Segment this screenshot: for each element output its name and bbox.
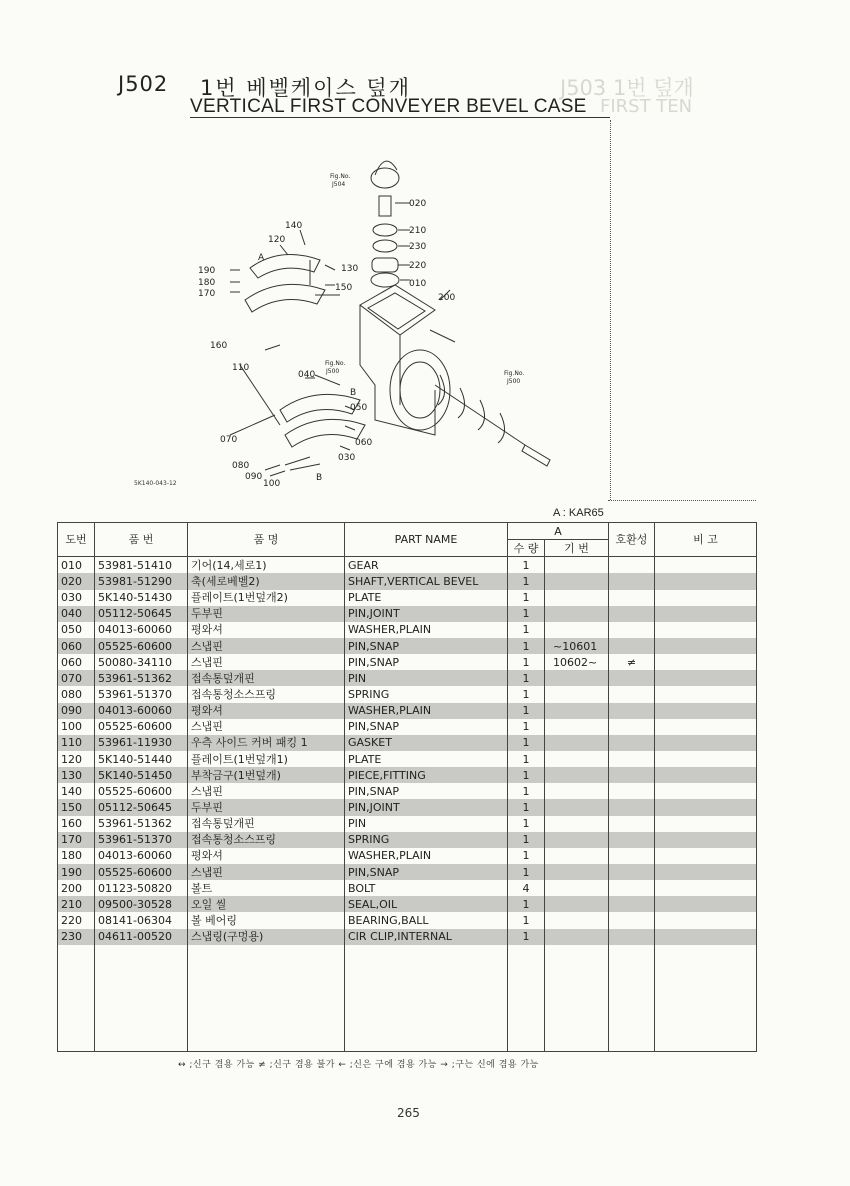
ref-no-cell: 080 xyxy=(58,686,95,702)
section-divider-horizontal xyxy=(608,500,756,501)
interchange-cell xyxy=(609,832,655,848)
remarks-cell xyxy=(655,912,757,928)
header-part-no: 품 번 xyxy=(95,523,188,557)
bleed-through-sub: FIRST TEN xyxy=(600,96,693,117)
part-number-cell: 5K140-51440 xyxy=(95,751,188,767)
interchange-cell xyxy=(609,880,655,896)
part-name-kr-cell: 축(세로베벨2) xyxy=(188,573,345,589)
machine-no-cell xyxy=(545,864,609,880)
remarks-cell xyxy=(655,686,757,702)
table-row xyxy=(58,622,757,638)
ref-no-cell: 130 xyxy=(58,767,95,783)
machine-no-cell xyxy=(545,670,609,686)
diagram-label-230: 230 xyxy=(409,242,427,252)
part-name-kr-cell: 부착금구(1번덮개) xyxy=(188,767,345,783)
part-name-kr-cell: 두부핀 xyxy=(188,799,345,815)
ref-no-cell: 030 xyxy=(58,590,95,606)
remarks-cell xyxy=(655,929,757,945)
fig-ref-j500-b: Fig.No. xyxy=(504,370,525,377)
header-machine-no: 기 번 xyxy=(545,540,609,557)
part-number-cell: 5K140-51430 xyxy=(95,590,188,606)
ref-no-cell: 190 xyxy=(58,864,95,880)
part-number-cell: 50080-34110 xyxy=(95,654,188,670)
part-name-cell: SPRING xyxy=(345,832,508,848)
diagram-label-010: 010 xyxy=(409,279,427,289)
interchange-cell xyxy=(609,719,655,735)
header-remarks: 비 고 xyxy=(655,523,757,557)
interchange-cell xyxy=(609,816,655,832)
interchange-cell xyxy=(609,912,655,928)
remarks-cell xyxy=(655,816,757,832)
quantity-cell: 1 xyxy=(508,848,545,864)
svg-text:J504: J504 xyxy=(332,181,346,188)
fig-ref-j504: Fig.No. xyxy=(330,173,351,180)
blank-cell xyxy=(95,945,188,1052)
blank-cell xyxy=(655,945,757,1052)
part-name-kr-cell: 스냅핀 xyxy=(188,783,345,799)
part-name-cell: BEARING,BALL xyxy=(345,912,508,928)
quantity-cell: 1 xyxy=(508,606,545,622)
interchange-cell xyxy=(609,557,655,574)
ref-no-cell: 160 xyxy=(58,816,95,832)
interchange-cell xyxy=(609,767,655,783)
interchange-cell xyxy=(609,896,655,912)
diagram-label-b2: B xyxy=(316,473,323,483)
bleed-through-header: J503 1번 덮개 xyxy=(560,76,694,100)
part-name-kr-cell: 플레이트(1번덮개2) xyxy=(188,590,345,606)
part-name-cell: PIN,SNAP xyxy=(345,864,508,880)
part-name-cell: PIECE,FITTING xyxy=(345,767,508,783)
part-name-kr-cell: 오일 씰 xyxy=(188,896,345,912)
part-name-cell: SEAL,OIL xyxy=(345,896,508,912)
fig-ref-j500: Fig.No. xyxy=(325,360,346,367)
diagram-label-040: 040 xyxy=(298,370,316,380)
part-name-kr-cell: 스냅링(구멍용) xyxy=(188,929,345,945)
remarks-cell xyxy=(655,638,757,654)
part-name-kr-cell: 스냅핀 xyxy=(188,654,345,670)
table-row xyxy=(58,799,757,815)
machine-no-cell: ~10601 xyxy=(545,638,609,654)
blank-cell xyxy=(508,945,545,1052)
diagram-label-110: 110 xyxy=(232,363,250,373)
part-name-kr-cell: 평와셔 xyxy=(188,622,345,638)
diagram-label-100: 100 xyxy=(263,479,281,489)
part-name-cell: BOLT xyxy=(345,880,508,896)
part-name-cell: PIN,JOINT xyxy=(345,799,508,815)
table-row xyxy=(58,783,757,799)
remarks-cell xyxy=(655,848,757,864)
header-interchange: 호환성 xyxy=(609,523,655,557)
table-row xyxy=(58,864,757,880)
remarks-cell xyxy=(655,735,757,751)
exploded-parts-diagram xyxy=(120,120,570,495)
diagram-label-140: 140 xyxy=(285,221,303,231)
page-title: VERTICAL FIRST CONVEYER BEVEL CASE xyxy=(190,96,587,117)
machine-no-cell xyxy=(545,848,609,864)
interchange-cell: ≠ xyxy=(609,654,655,670)
ref-no-cell: 180 xyxy=(58,848,95,864)
machine-no-cell xyxy=(545,703,609,719)
machine-no-cell xyxy=(545,735,609,751)
remarks-cell xyxy=(655,719,757,735)
diagram-label-190: 190 xyxy=(198,266,216,276)
compatibility-legend: ↔ ;신구 겸용 가능 ≠ ;신구 겸용 불가 ← ;신은 구에 겸용 가능 → ;구는 신에 겸용 가능 xyxy=(178,1060,539,1070)
part-number-cell: 05525-60600 xyxy=(95,783,188,799)
interchange-cell xyxy=(609,638,655,654)
quantity-cell: 1 xyxy=(508,719,545,735)
quantity-cell: 1 xyxy=(508,799,545,815)
shaft-part xyxy=(379,196,391,216)
machine-no-cell xyxy=(545,573,609,589)
table-row xyxy=(58,719,757,735)
table-row xyxy=(58,912,757,928)
machine-no-cell xyxy=(545,590,609,606)
quantity-cell: 1 xyxy=(508,735,545,751)
part-name-cell: PIN,SNAP xyxy=(345,638,508,654)
diagram-label-020: 020 xyxy=(409,199,427,209)
bearing-part xyxy=(372,258,398,272)
diagram-label-120: 120 xyxy=(268,235,286,245)
blank-cell xyxy=(609,945,655,1052)
part-number-cell: 53961-51362 xyxy=(95,670,188,686)
diagram-label-170: 170 xyxy=(198,289,216,299)
part-name-cell: WASHER,PLAIN xyxy=(345,703,508,719)
ref-no-cell: 060 xyxy=(58,638,95,654)
part-name-kr-cell: 접속통덮개핀 xyxy=(188,670,345,686)
ref-no-cell: 020 xyxy=(58,573,95,589)
table-row xyxy=(58,590,757,606)
part-name-cell: SHAFT,VERTICAL BEVEL xyxy=(345,573,508,589)
header-group-a: A xyxy=(508,523,609,540)
quantity-cell: 1 xyxy=(508,929,545,945)
section-divider xyxy=(610,120,611,500)
quantity-cell: 1 xyxy=(508,573,545,589)
machine-no-cell xyxy=(545,896,609,912)
part-name-kr-cell: 스냅핀 xyxy=(188,638,345,654)
part-name-cell: CIR CLIP,INTERNAL xyxy=(345,929,508,945)
remarks-cell xyxy=(655,832,757,848)
part-number-cell: 04013-60060 xyxy=(95,703,188,719)
machine-no-cell xyxy=(545,929,609,945)
remarks-cell xyxy=(655,606,757,622)
quantity-cell: 1 xyxy=(508,638,545,654)
ref-no-cell: 070 xyxy=(58,670,95,686)
part-number-cell: 04013-60060 xyxy=(95,622,188,638)
part-number-cell: 05525-60600 xyxy=(95,864,188,880)
part-number-cell: 53981-51410 xyxy=(95,557,188,574)
part-name-kr-cell: 우측 사이드 커버 패킹 1 xyxy=(188,735,345,751)
part-number-cell: 08141-06304 xyxy=(95,912,188,928)
interchange-cell xyxy=(609,783,655,799)
part-name-kr-cell: 접속통덮개핀 xyxy=(188,816,345,832)
quantity-cell: 1 xyxy=(508,767,545,783)
part-name-cell: PIN xyxy=(345,670,508,686)
machine-no-cell xyxy=(545,832,609,848)
table-row xyxy=(58,848,757,864)
machine-no-cell xyxy=(545,912,609,928)
table-row xyxy=(58,703,757,719)
part-name-kr-cell: 접속통청소스프링 xyxy=(188,832,345,848)
part-number-cell: 05112-50645 xyxy=(95,799,188,815)
part-name-cell: PIN,SNAP xyxy=(345,719,508,735)
part-name-kr-cell: 접속통청소스프링 xyxy=(188,686,345,702)
part-name-cell: PIN xyxy=(345,816,508,832)
variant-note: A : KAR65 xyxy=(553,507,604,519)
ref-no-cell: 060 xyxy=(58,654,95,670)
ref-no-cell: 050 xyxy=(58,622,95,638)
interchange-cell xyxy=(609,864,655,880)
diagram-label-180: 180 xyxy=(198,278,216,288)
part-number-cell: 5K140-51450 xyxy=(95,767,188,783)
part-name-cell: PIN,SNAP xyxy=(345,654,508,670)
page-code: J502 xyxy=(118,72,169,96)
table-row xyxy=(58,573,757,589)
page-title-korean: 1번 베벨케이스 덮개 xyxy=(200,76,411,100)
machine-no-cell xyxy=(545,606,609,622)
interchange-cell xyxy=(609,735,655,751)
interchange-cell xyxy=(609,929,655,945)
ref-no-cell: 200 xyxy=(58,880,95,896)
ref-no-cell: 010 xyxy=(58,557,95,574)
part-number-cell: 05112-50645 xyxy=(95,606,188,622)
part-name-cell: WASHER,PLAIN xyxy=(345,848,508,864)
remarks-cell xyxy=(655,799,757,815)
diagram-label-160: 160 xyxy=(210,341,228,351)
diagram-label-050: 050 xyxy=(350,403,368,413)
part-number-cell: 53961-51370 xyxy=(95,686,188,702)
ref-no-cell: 220 xyxy=(58,912,95,928)
interchange-cell xyxy=(609,799,655,815)
remarks-cell xyxy=(655,880,757,896)
remarks-cell xyxy=(655,751,757,767)
ref-no-cell: 090 xyxy=(58,703,95,719)
table-row xyxy=(58,686,757,702)
quantity-cell: 1 xyxy=(508,686,545,702)
remarks-cell xyxy=(655,654,757,670)
table-row xyxy=(58,557,757,574)
table-row xyxy=(58,606,757,622)
part-name-cell: WASHER,PLAIN xyxy=(345,622,508,638)
ref-no-cell: 210 xyxy=(58,896,95,912)
diagram-label-220: 220 xyxy=(409,261,427,271)
table-row xyxy=(58,832,757,848)
remarks-cell xyxy=(655,557,757,574)
diagram-label-070: 070 xyxy=(220,435,238,445)
interchange-cell xyxy=(609,686,655,702)
part-number-cell: 04013-60060 xyxy=(95,848,188,864)
remarks-cell xyxy=(655,896,757,912)
remarks-cell xyxy=(655,703,757,719)
ref-no-cell: 230 xyxy=(58,929,95,945)
part-name-kr-cell: 기어(14,세로1) xyxy=(188,557,345,574)
machine-no-cell xyxy=(545,686,609,702)
blank-cell xyxy=(58,945,95,1052)
part-name-kr-cell: 볼트 xyxy=(188,880,345,896)
part-number-cell: 53961-51370 xyxy=(95,832,188,848)
table-row xyxy=(58,638,757,654)
table-row xyxy=(58,767,757,783)
quantity-cell: 1 xyxy=(508,654,545,670)
machine-no-cell xyxy=(545,767,609,783)
auger-screw xyxy=(435,385,525,445)
diagram-label-090: 090 xyxy=(245,472,263,482)
table-blank-area xyxy=(58,945,757,1052)
ref-no-cell: 170 xyxy=(58,832,95,848)
part-number-cell: 04611-00520 xyxy=(95,929,188,945)
quantity-cell: 1 xyxy=(508,912,545,928)
cover-plate-lower xyxy=(280,394,360,422)
part-name-cell: PLATE xyxy=(345,751,508,767)
interchange-cell xyxy=(609,848,655,864)
part-name-cell: PIN,SNAP xyxy=(345,783,508,799)
diagram-label-a: A xyxy=(258,253,265,263)
ref-no-cell: 150 xyxy=(58,799,95,815)
ref-no-cell: 140 xyxy=(58,783,95,799)
part-number-cell: 53961-51362 xyxy=(95,816,188,832)
part-name-cell: PIN,JOINT xyxy=(345,606,508,622)
table-row xyxy=(58,670,757,686)
interchange-cell xyxy=(609,703,655,719)
title-underline xyxy=(190,117,610,118)
ref-no-cell: 120 xyxy=(58,751,95,767)
machine-no-cell xyxy=(545,557,609,574)
remarks-cell xyxy=(655,767,757,783)
parts-table xyxy=(57,522,757,1052)
gear-part xyxy=(371,168,399,188)
header-part-name-kr: 품 명 xyxy=(188,523,345,557)
part-name-cell: PLATE xyxy=(345,590,508,606)
diagram-label-060: 060 xyxy=(355,438,373,448)
remarks-cell xyxy=(655,622,757,638)
part-name-kr-cell: 스냅핀 xyxy=(188,719,345,735)
machine-no-cell xyxy=(545,799,609,815)
machine-no-cell xyxy=(545,880,609,896)
part-name-cell: GASKET xyxy=(345,735,508,751)
interchange-cell xyxy=(609,751,655,767)
header-part-name: PART NAME xyxy=(345,523,508,557)
part-name-kr-cell: 평와셔 xyxy=(188,848,345,864)
machine-no-cell xyxy=(545,622,609,638)
quantity-cell: 1 xyxy=(508,864,545,880)
diagram-label-030: 030 xyxy=(338,453,356,463)
table-row xyxy=(58,929,757,945)
diagram-label-150: 150 xyxy=(335,283,353,293)
quantity-cell: 1 xyxy=(508,896,545,912)
part-number-cell: 53961-11930 xyxy=(95,735,188,751)
interchange-cell xyxy=(609,606,655,622)
interchange-cell xyxy=(609,573,655,589)
table-row xyxy=(58,816,757,832)
table-row xyxy=(58,654,757,670)
table-row xyxy=(58,896,757,912)
oil-seal-part xyxy=(373,224,397,236)
part-name-cell: GEAR xyxy=(345,557,508,574)
machine-no-cell xyxy=(545,816,609,832)
diagram-label-b: B xyxy=(350,388,357,398)
quantity-cell: 1 xyxy=(508,751,545,767)
quantity-cell: 1 xyxy=(508,557,545,574)
blank-cell xyxy=(188,945,345,1052)
part-name-kr-cell: 두부핀 xyxy=(188,606,345,622)
remarks-cell xyxy=(655,590,757,606)
machine-no-cell xyxy=(545,719,609,735)
quantity-cell: 1 xyxy=(508,703,545,719)
page-number: 265 xyxy=(397,1106,420,1120)
part-name-kr-cell: 평와셔 xyxy=(188,703,345,719)
diagram-label-130: 130 xyxy=(341,264,359,274)
part-number-cell: 53981-51290 xyxy=(95,573,188,589)
part-name-kr-cell: 스냅핀 xyxy=(188,864,345,880)
quantity-cell: 1 xyxy=(508,832,545,848)
figure-id: 5K140-043-12 xyxy=(134,480,177,487)
remarks-cell xyxy=(655,783,757,799)
ref-no-cell: 040 xyxy=(58,606,95,622)
quantity-cell: 1 xyxy=(508,590,545,606)
part-name-kr-cell: 볼 베어링 xyxy=(188,912,345,928)
table-row xyxy=(58,751,757,767)
table-row xyxy=(58,735,757,751)
diagram-label-210: 210 xyxy=(409,226,427,236)
ref-no-cell: 110 xyxy=(58,735,95,751)
part-name-cell: SPRING xyxy=(345,686,508,702)
svg-text:J500: J500 xyxy=(507,378,521,385)
quantity-cell: 4 xyxy=(508,880,545,896)
remarks-cell xyxy=(655,864,757,880)
machine-no-cell: 10602~ xyxy=(545,654,609,670)
blank-cell xyxy=(545,945,609,1052)
ref-no-cell: 100 xyxy=(58,719,95,735)
interchange-cell xyxy=(609,670,655,686)
svg-text:J500: J500 xyxy=(326,368,340,375)
quantity-cell: 1 xyxy=(508,670,545,686)
quantity-cell: 1 xyxy=(508,816,545,832)
header-no: 도번 xyxy=(58,523,95,557)
part-number-cell: 09500-30528 xyxy=(95,896,188,912)
diagram-label-200: 200 xyxy=(438,293,456,303)
cover-plate-upper xyxy=(245,284,325,312)
quantity-cell: 1 xyxy=(508,622,545,638)
remarks-cell xyxy=(655,573,757,589)
circlip-part xyxy=(373,240,397,252)
remarks-cell xyxy=(655,670,757,686)
interchange-cell xyxy=(609,622,655,638)
header-qty: 수 량 xyxy=(508,540,545,557)
blank-cell xyxy=(345,945,508,1052)
machine-no-cell xyxy=(545,751,609,767)
quantity-cell: 1 xyxy=(508,783,545,799)
part-number-cell: 05525-60600 xyxy=(95,719,188,735)
table-row xyxy=(58,880,757,896)
interchange-cell xyxy=(609,590,655,606)
part-name-kr-cell: 플레이트(1번덮개1) xyxy=(188,751,345,767)
machine-no-cell xyxy=(545,783,609,799)
diagram-label-080: 080 xyxy=(232,461,250,471)
part-number-cell: 01123-50820 xyxy=(95,880,188,896)
part-number-cell: 05525-60600 xyxy=(95,638,188,654)
